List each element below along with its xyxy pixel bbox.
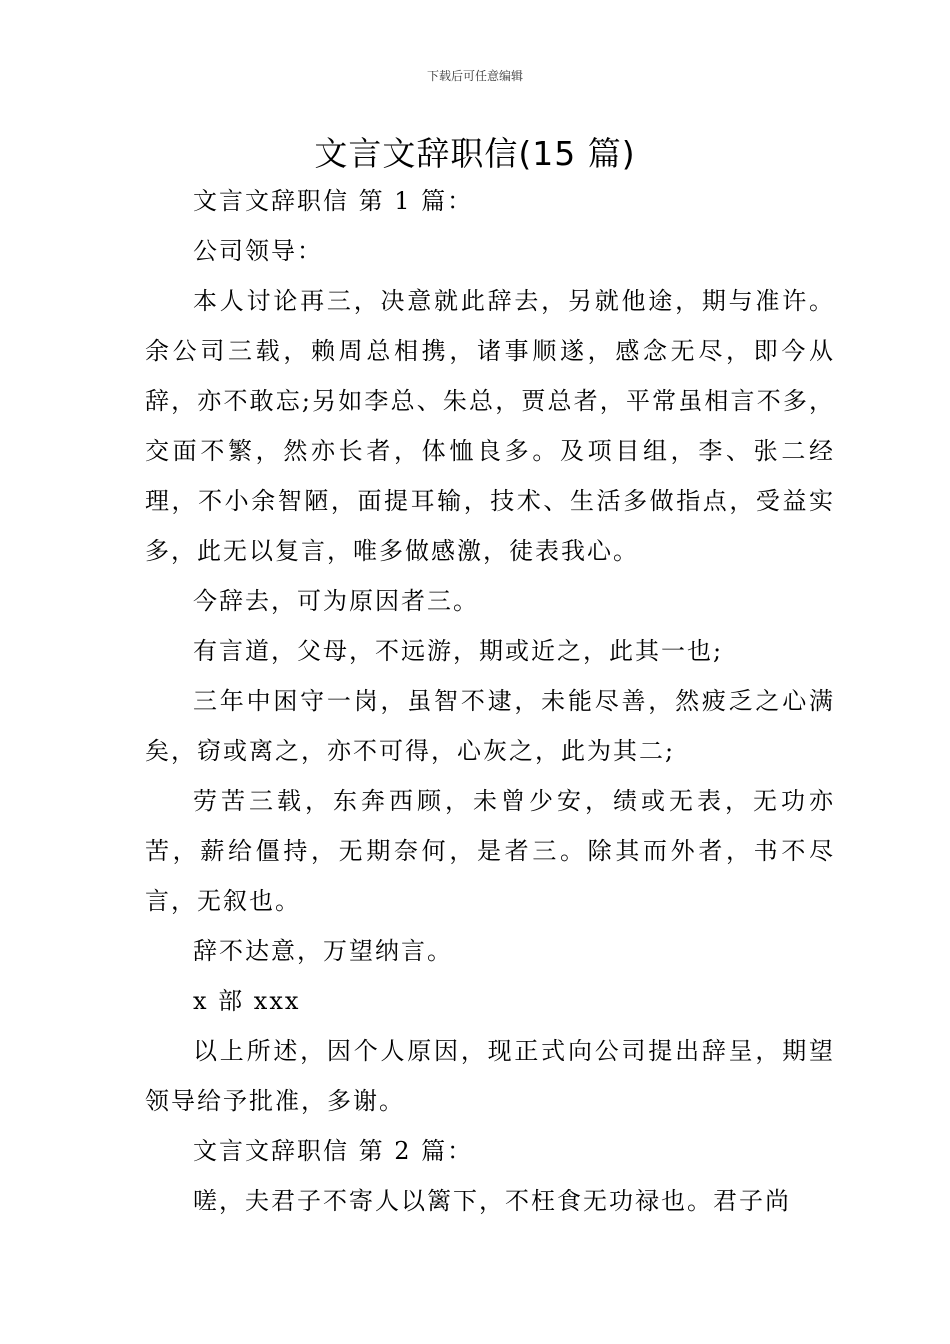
paragraph: 公司领导： <box>193 237 323 265</box>
paragraph: 本人讨论再三，决意就此辞去，另就他途，期与准许。余公司三载，赖周总相携，诸事顺遂，感念无尽，即今从辞，亦不敢忘;另如李总、朱总，贾总者，平常虽相言不多，交面不繁，然亦长者，体恤良多。及项目组，李、张二经理，不小余智陋，面提耳输，技术、生活多做指点，受益实多，此无以复言，唯多做感激，徒表我心。 <box>145 287 835 565</box>
paragraph: 辞不达意，万望纳言。 <box>193 937 453 965</box>
paragraph: 文言文辞职信 第 1 篇： <box>193 187 474 215</box>
document-body <box>145 176 835 1226</box>
paragraph: 劳苦三载，东奔西顾，未曾少安，绩或无表，无功亦苦，薪给僵持，无期奈何，是者三。除其而外者，书不尽言，无叙也。 <box>145 787 835 915</box>
paragraph: 有言道，父母，不远游，期或近之，此其一也; <box>193 637 724 665</box>
paragraph: 三年中困守一岗，虽智不逮，未能尽善，然疲乏之心满矣，窃或离之，亦不可得，心灰之，此为其二; <box>145 687 835 765</box>
document-title: 文言文辞职信(15 篇) <box>314 134 636 173</box>
paragraph: 以上所述，因个人原因，现正式向公司提出辞呈，期望领导给予批准，多谢。 <box>145 1037 835 1115</box>
header-note: 下载后可任意编辑 <box>426 69 523 83</box>
paragraph: 文言文辞职信 第 2 篇： <box>193 1137 474 1165</box>
paragraph: 今辞去，可为原因者三。 <box>193 587 479 615</box>
paragraph: x 部 xxx <box>193 987 301 1015</box>
paragraph: 嗟，夫君子不寄人以篱下，不枉食无功禄也。君子尚 <box>193 1187 791 1215</box>
